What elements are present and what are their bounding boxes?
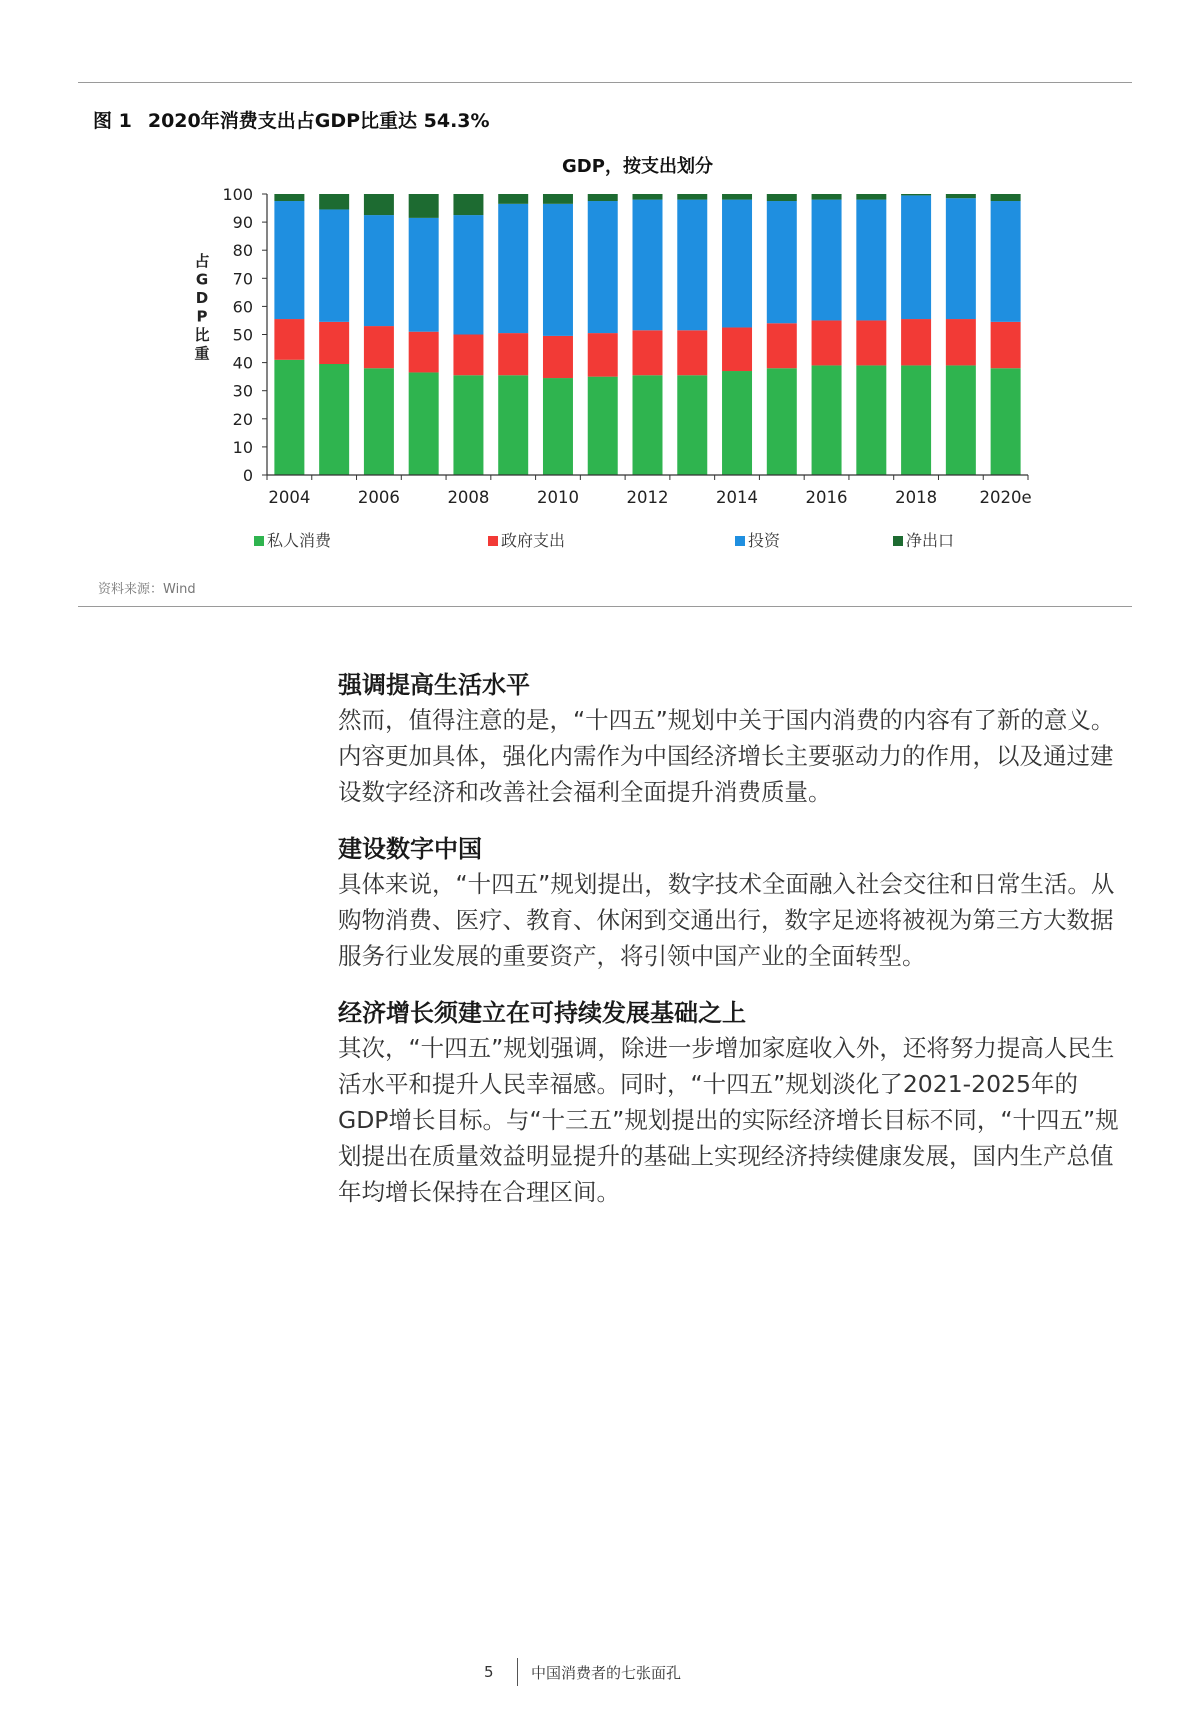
bar-segment <box>767 323 797 368</box>
legend-label: 政府支出 <box>501 531 566 550</box>
bar-segment <box>588 201 618 333</box>
bar-segment <box>946 365 976 475</box>
bar-segment <box>991 201 1021 322</box>
bar-segment <box>453 215 483 334</box>
bar-segment <box>946 319 976 365</box>
bar-segment <box>543 194 573 204</box>
bar-segment <box>588 194 618 201</box>
bar-segment <box>767 201 797 323</box>
bar-segment <box>901 319 931 365</box>
bar-segment <box>812 320 842 365</box>
y-axis-label-char: G <box>195 270 209 289</box>
bar-segment <box>319 194 349 209</box>
y-tick-label: 60 <box>232 297 253 317</box>
legend-label: 私人消费 <box>267 531 332 550</box>
y-axis-label-char: D <box>195 289 209 307</box>
bar-segment <box>543 378 573 475</box>
bar-segment <box>319 322 349 364</box>
page-footer <box>0 1658 1200 1688</box>
section-heading: 建设数字中国 <box>338 835 482 863</box>
bar-segment <box>767 368 797 475</box>
x-tick-label: 2012 <box>626 488 669 507</box>
bar-segment <box>722 371 752 475</box>
bar-segment <box>364 194 394 215</box>
bar-segment <box>498 375 528 475</box>
article-section <box>338 832 1128 974</box>
bar-segment <box>856 194 886 200</box>
bar-segment <box>901 365 931 475</box>
bar-segment <box>991 194 1021 201</box>
bar-segment <box>633 200 663 331</box>
figure-label: 图 1 <box>93 110 132 132</box>
bar-segment <box>409 332 439 373</box>
y-tick-label: 100 <box>222 185 253 204</box>
x-tick-label: 2010 <box>536 488 579 507</box>
bottom-rule <box>78 606 1132 607</box>
bar-segment <box>319 364 349 475</box>
bar-segment <box>812 194 842 200</box>
article-body <box>338 668 1128 1232</box>
legend-swatch <box>254 536 264 546</box>
legend-item-government-spending <box>488 528 565 551</box>
gdp-expenditure-chart <box>0 0 1200 600</box>
legend-swatch <box>893 536 903 546</box>
x-tick-label: 2016 <box>805 488 848 507</box>
section-paragraph: 然而，值得注意的是，“十四五”规划中关于国内消费的内容有了新的意义。内容更加具体，强化内需作为中国经济增长主要驱动力的作用，以及通过建设数字经济和改善社会福利全面提升消费质量。 <box>338 706 1115 806</box>
section-paragraph: 具体来说，“十四五”规划提出，数字技术全面融入社会交往和日常生活。从购物消费、医疗、教育、休闲到交通出行，数字足迹将被视为第三方大数据服务行业发展的重要资产，将引领中国产业的全面转型。 <box>338 870 1115 970</box>
legend-item-investment <box>735 528 780 551</box>
bar-segment <box>633 375 663 475</box>
bar-segment <box>498 204 528 333</box>
bar-segment <box>677 194 707 200</box>
bar-segment <box>991 368 1021 475</box>
bar-segment <box>633 330 663 375</box>
document-title: 中国消费者的七张面孔 <box>531 1664 682 1682</box>
y-axis-label-char: 比 <box>194 326 210 344</box>
bar-segment <box>856 200 886 321</box>
bar-segment <box>543 336 573 378</box>
legend-swatch <box>488 536 498 546</box>
bar-segment <box>588 333 618 377</box>
section-heading: 经济增长须建立在可持续发展基础之上 <box>338 999 746 1027</box>
article-section <box>338 996 1128 1210</box>
bar-segment <box>364 368 394 475</box>
bar-segment <box>722 200 752 328</box>
legend-item-private-consumption <box>254 528 331 551</box>
legend-swatch <box>735 536 745 546</box>
bar-segment <box>409 372 439 475</box>
y-tick-label: 50 <box>232 325 253 345</box>
legend-label: 投资 <box>748 531 781 550</box>
bar-segment <box>856 320 886 365</box>
y-tick-label: 10 <box>232 437 253 457</box>
legend-label: 净出口 <box>906 531 955 550</box>
bar-segment <box>991 322 1021 368</box>
figure-title: 2020年消费支出占GDP比重达 54.3% <box>147 110 490 132</box>
bar-segment <box>677 200 707 331</box>
bar-segment <box>722 194 752 200</box>
bar-segment <box>274 319 304 360</box>
bar-segment <box>946 194 976 198</box>
bar-segment <box>588 377 618 475</box>
y-axis-label-char: 重 <box>194 344 210 363</box>
bar-segment <box>677 330 707 375</box>
y-tick-label: 80 <box>232 241 253 261</box>
y-tick-label: 30 <box>232 381 253 401</box>
bar-segment <box>901 195 931 319</box>
section-heading: 强调提高生活水平 <box>338 671 530 699</box>
bar-segment <box>274 194 304 201</box>
y-tick-label: 0 <box>242 466 253 485</box>
y-tick-label: 90 <box>232 213 253 233</box>
bar-segment <box>722 327 752 371</box>
bar-segment <box>946 198 976 319</box>
bar-segment <box>498 333 528 375</box>
bar-segment <box>543 204 573 336</box>
bar-segment <box>677 375 707 475</box>
legend-item-net-exports <box>893 528 954 551</box>
bar-segment <box>453 194 483 215</box>
bar-segment <box>274 201 304 319</box>
x-tick-label: 2018 <box>895 488 938 507</box>
y-tick-label: 20 <box>232 409 253 429</box>
chart-source: 资料来源：Wind <box>98 582 196 597</box>
y-tick-label: 70 <box>232 269 253 289</box>
x-tick-label: 2004 <box>268 488 311 507</box>
page-number: 5 <box>484 1663 494 1681</box>
bar-segment <box>812 200 842 321</box>
y-axis-label-char: 占 <box>194 252 210 270</box>
x-tick-label: 2014 <box>716 488 759 507</box>
bar-segment <box>767 194 797 201</box>
bar-segment <box>633 194 663 200</box>
y-tick-label: 40 <box>232 353 253 373</box>
article-section <box>338 668 1128 810</box>
bar-segment <box>901 194 931 195</box>
x-tick-label: 2006 <box>357 488 400 507</box>
bar-segment <box>409 218 439 332</box>
x-tick-label: 2020e <box>979 488 1032 507</box>
bar-segment <box>409 194 439 218</box>
bar-segment <box>453 375 483 475</box>
bar-segment <box>364 215 394 326</box>
bar-segment <box>364 326 394 368</box>
bar-segment <box>274 360 304 475</box>
chart-title: GDP，按支出划分 <box>562 156 713 177</box>
section-paragraph: 其次，“十四五”规划强调，除进一步增加家庭收入外，还将努力提高人民生活水平和提升人民幸福感。同时，“十四五”规划淡化了2021-2025年的GDP增长目标。与“十三五”规划提出的实际经济增长目标不同，“十四五”规划提出在质量效益明显提升的基础上实现经济持续健康发展，国内生产总值年均增长保持在合理区间。 <box>338 1034 1119 1206</box>
footer-divider <box>517 1658 518 1686</box>
y-axis-label-char: P <box>196 307 208 326</box>
bar-segment <box>856 365 886 475</box>
bar-segment <box>812 365 842 475</box>
bar-segment <box>498 194 528 204</box>
bar-segment <box>319 209 349 321</box>
bar-segment <box>453 335 483 376</box>
x-tick-label: 2008 <box>447 488 490 507</box>
